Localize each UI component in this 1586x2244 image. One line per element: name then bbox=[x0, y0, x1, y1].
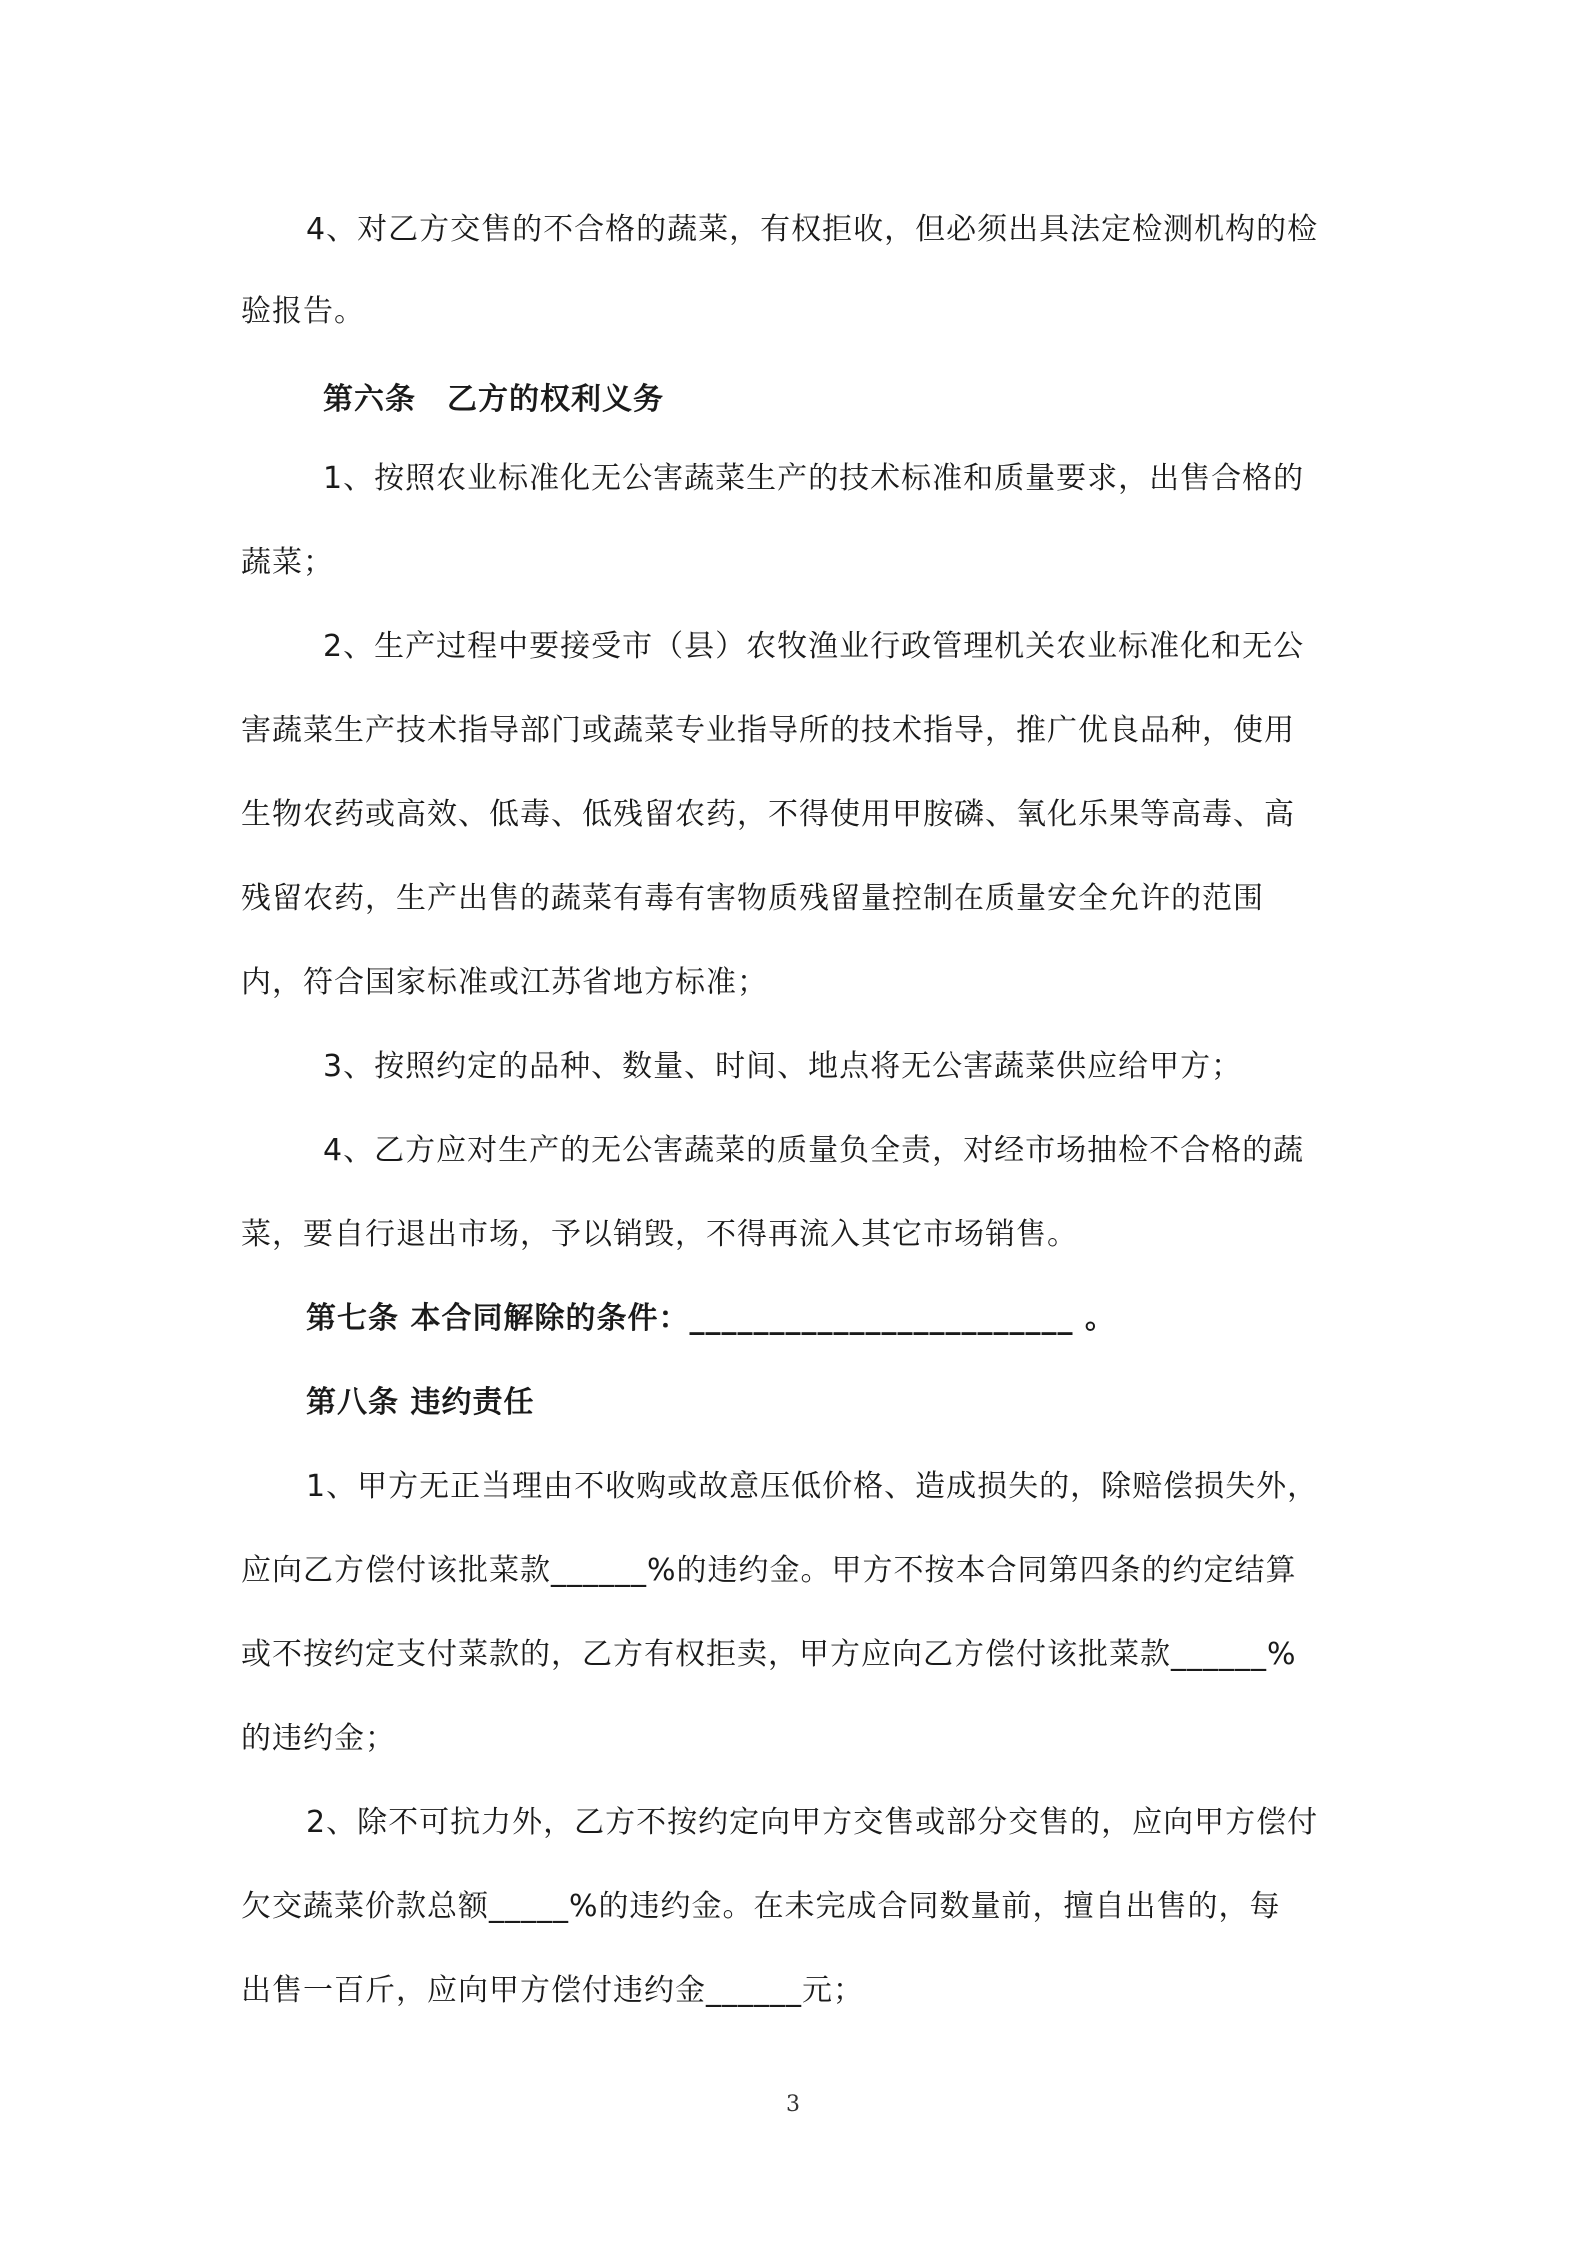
page-number: 3 bbox=[786, 2092, 800, 2117]
paragraph-line: 生物农药或高效、低毒、低残留农药，不得使用甲胺磷、氧化乐果等高毒、高 bbox=[241, 797, 1295, 832]
paragraph-line: 或不按约定支付菜款的，乙方有权拒卖，甲方应向乙方偿付该批菜款______% bbox=[241, 1637, 1297, 1672]
section-heading: 第七条 本合同解除的条件：________________________ 。 bbox=[306, 1301, 1116, 1336]
paragraph-line: 4、对乙方交售的不合格的蔬菜，有权拒收，但必须出具法定检测机构的检 bbox=[306, 212, 1319, 247]
paragraph-line: 残留农药，生产出售的蔬菜有毒有害物质残留量控制在质量安全允许的范围 bbox=[241, 881, 1264, 916]
paragraph-line: 1、按照农业标准化无公害蔬菜生产的技术标准和质量要求，出售合格的 bbox=[323, 461, 1305, 496]
paragraph-line: 害蔬菜生产技术指导部门或蔬菜专业指导所的技术指导，推广优良品种，使用 bbox=[241, 713, 1295, 748]
paragraph-line: 2、生产过程中要接受市（县）农牧渔业行政管理机关农业标准化和无公 bbox=[323, 629, 1305, 664]
paragraph-line: 菜，要自行退出市场，予以销毁，不得再流入其它市场销售。 bbox=[241, 1217, 1078, 1252]
paragraph-line: 3、按照约定的品种、数量、时间、地点将无公害蔬菜供应给甲方； bbox=[323, 1049, 1243, 1084]
paragraph-line: 欠交蔬菜价款总额_____%的违约金。在未完成合同数量前，擅自出售的，每 bbox=[241, 1889, 1281, 1924]
section-heading: 第八条 违约责任 bbox=[306, 1385, 535, 1420]
paragraph-line: 2、除不可抗力外，乙方不按约定向甲方交售或部分交售的，应向甲方偿付 bbox=[306, 1805, 1319, 1840]
paragraph-line: 蔬菜； bbox=[241, 545, 334, 580]
paragraph-line: 应向乙方偿付该批菜款______%的违约金。甲方不按本合同第四条的约定结算 bbox=[241, 1553, 1297, 1588]
paragraph-line: 的违约金； bbox=[241, 1721, 396, 1756]
paragraph-line: 1、甲方无正当理由不收购或故意压低价格、造成损失的，除赔偿损失外， bbox=[306, 1469, 1319, 1504]
paragraph-line: 内，符合国家标准或江苏省地方标准； bbox=[241, 965, 768, 1000]
section-heading: 第六条 乙方的权利义务 bbox=[323, 382, 664, 417]
paragraph-line: 验报告。 bbox=[241, 294, 365, 329]
paragraph-line: 4、乙方应对生产的无公害蔬菜的质量负全责，对经市场抽检不合格的蔬 bbox=[323, 1133, 1305, 1168]
paragraph-line: 出售一百斤，应向甲方偿付违约金______元； bbox=[241, 1973, 864, 2008]
